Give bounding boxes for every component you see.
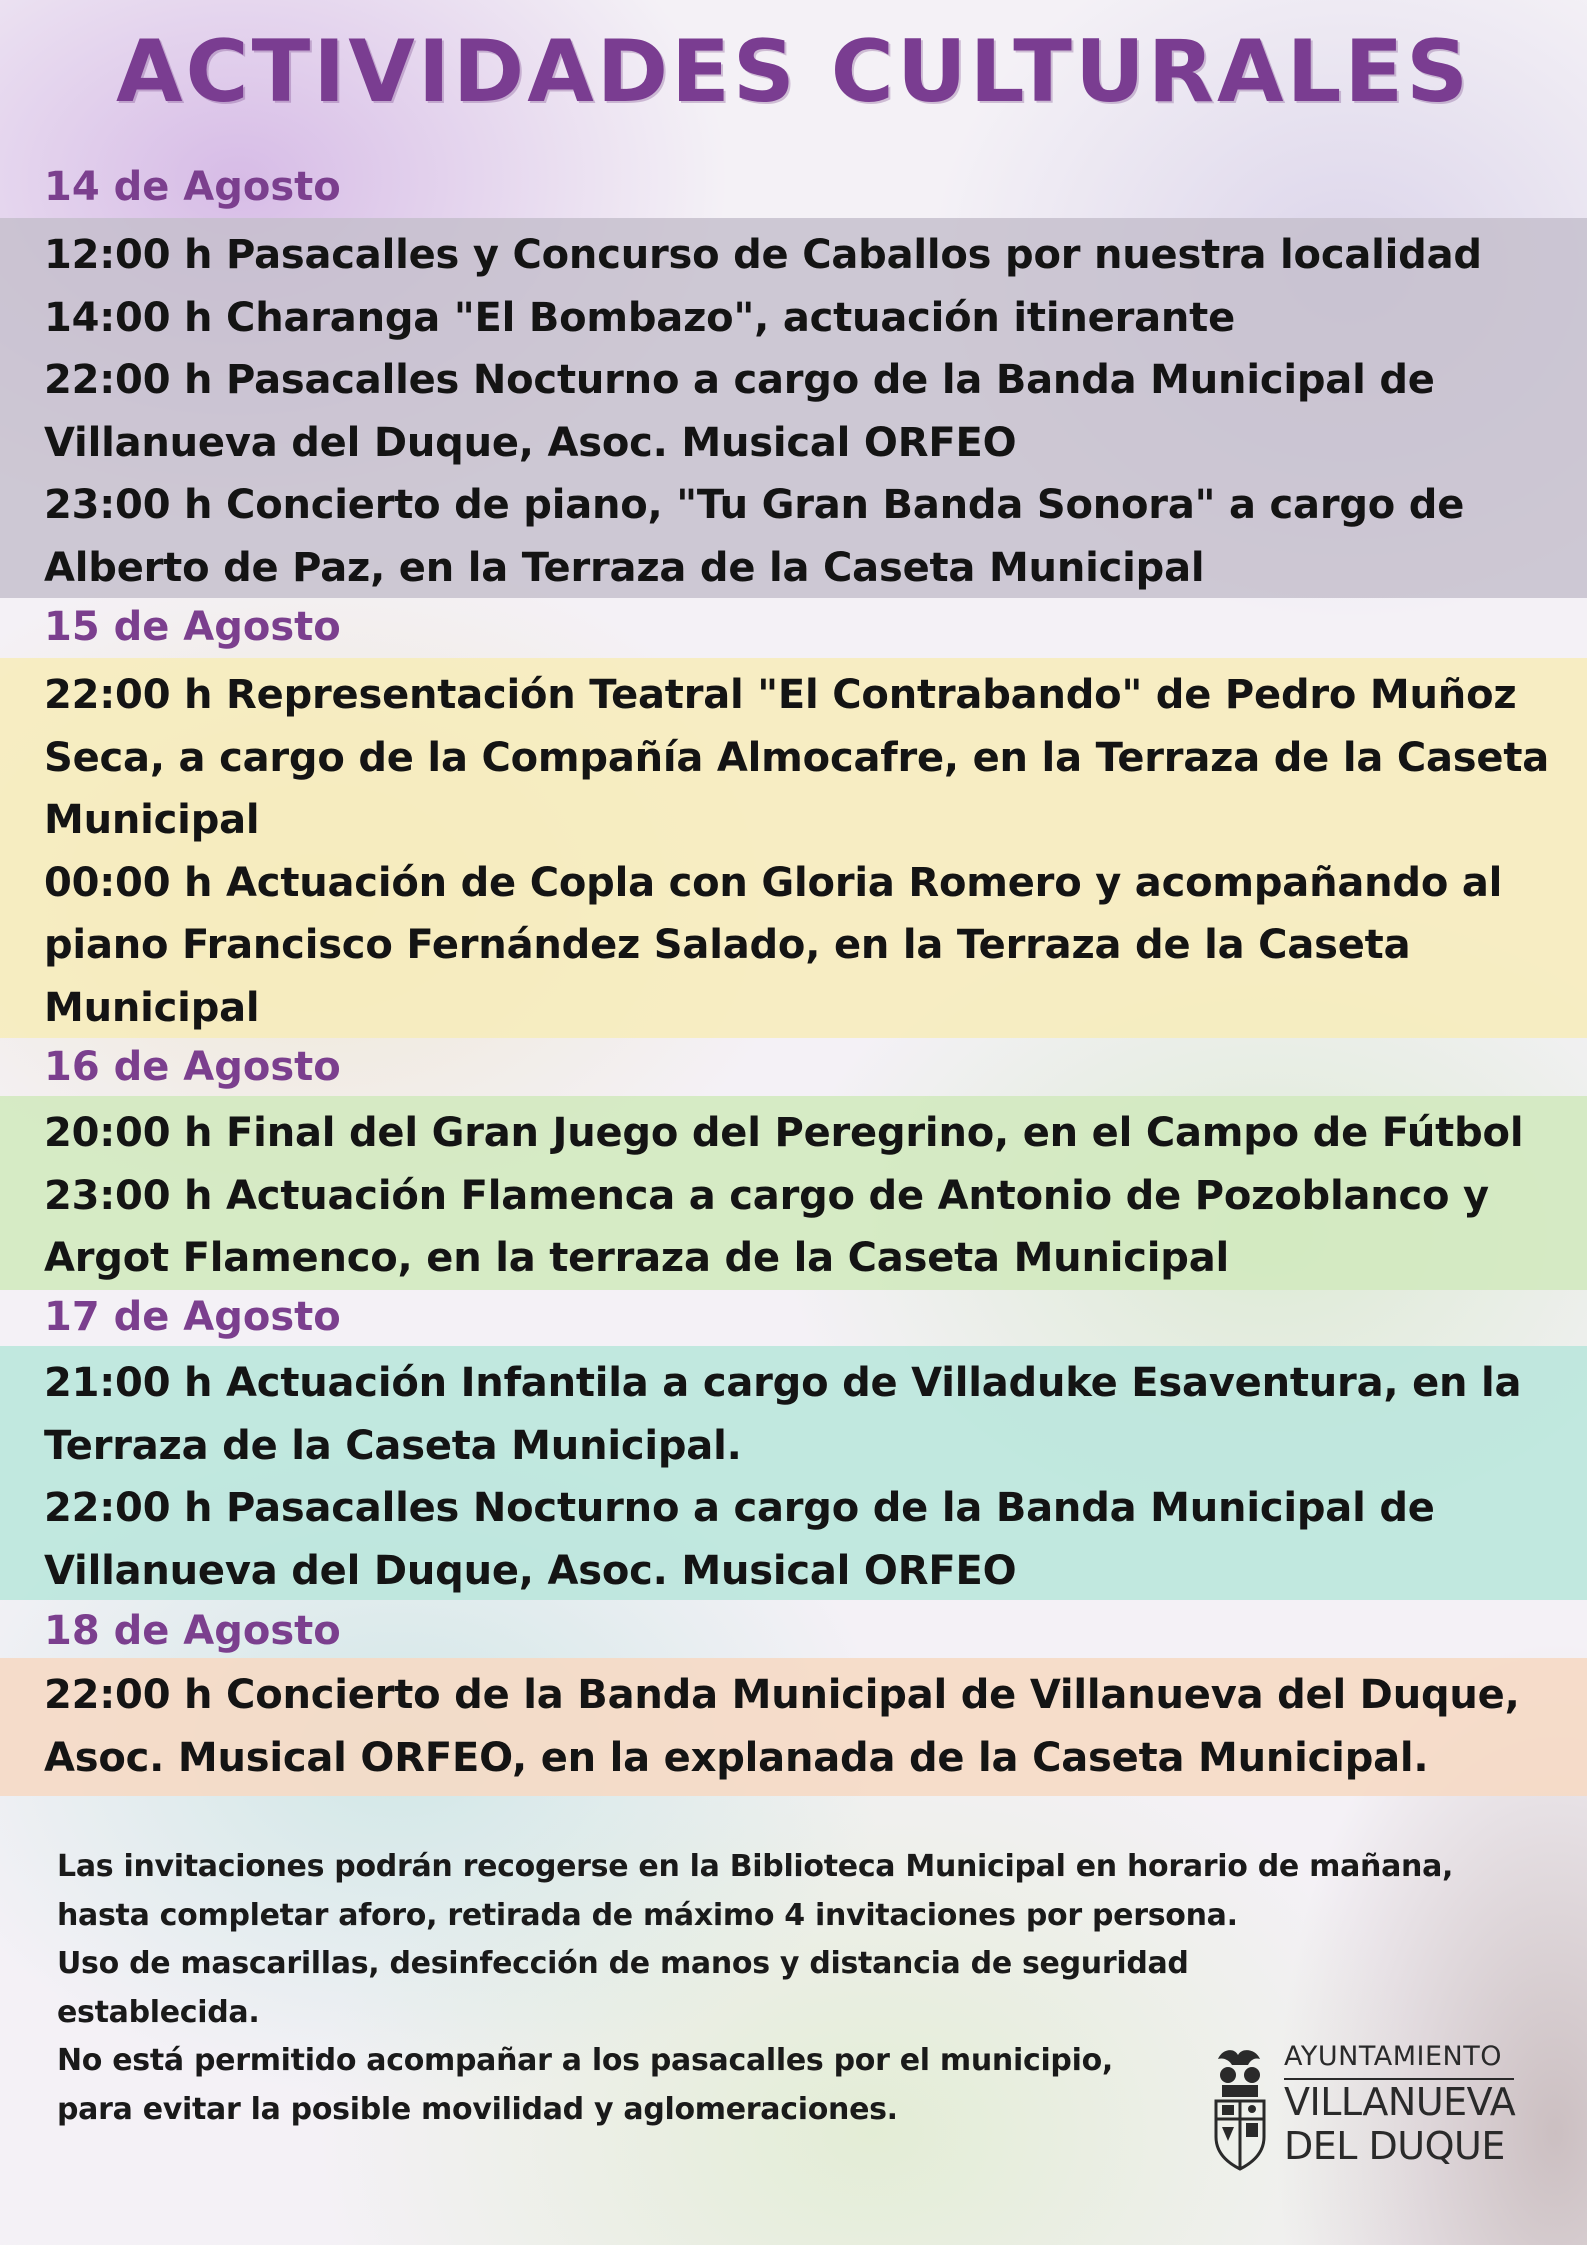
day-band [0, 1658, 1587, 1796]
page-title: ACTIVIDADES CULTURALES [115, 22, 1472, 122]
note-line: No está permitido acompañar a los pasacalles por el municipio, [57, 2043, 1113, 2078]
event-item: 20:00 h Final del Gran Juego del Peregrino, en el Campo de Fútbol [44, 1110, 1524, 1156]
day-label: 17 de Agosto [44, 1294, 341, 1340]
day-band [0, 1346, 1587, 1600]
note-line: establecida. [57, 1994, 260, 2030]
day-label: 18 de Agosto [44, 1608, 341, 1654]
event-item: 23:00 h Concierto de piano, "Tu Gran Banda Sonora" a cargo de Alberto de Paz, en la Terraza de la Caseta Municipal [44, 482, 1465, 591]
day-label: 15 de Agosto [44, 604, 341, 650]
day-label: 16 de Agosto [44, 1044, 341, 1090]
event-item: 12:00 h Pasacalles y Concurso de Caballos por nuestra localidad [44, 232, 1482, 278]
day-band [0, 658, 1587, 1038]
note-line: Las invitaciones podrán recogerse en la Biblioteca Municipal en horario de mañana, [57, 1849, 1454, 1884]
note-line: para evitar la posible movilidad y aglomeraciones. [57, 2091, 898, 2127]
logo-line-del-duque: DEL DUQUE [1284, 2124, 1505, 2168]
event-item: 22:00 h Concierto de la Banda Municipal de Villanueva del Duque, Asoc. Musical ORFEO, en la explanada de la Caseta Municipal. [44, 1672, 1520, 1781]
event-item: 21:00 h Actuación Infantila a cargo de Villaduke Esaventura, en la Terraza de la Caseta Municipal. [44, 1360, 1522, 1469]
day-label: 14 de Agosto [44, 164, 341, 210]
logo-line-villanueva: VILLANUEVA [1284, 2080, 1516, 2124]
day-band [0, 1096, 1587, 1290]
note-line: hasta completar aforo, retirada de máximo 4 invitaciones por persona. [57, 1897, 1238, 1933]
event-item: 22:00 h Pasacalles Nocturno a cargo de la Banda Municipal de Villanueva del Duque, Asoc. Musical ORFEO [44, 357, 1435, 466]
logo-line-ayuntamiento: AYUNTAMIENTO [1284, 2040, 1514, 2080]
coat-of-arms-icon [1208, 2045, 1272, 2175]
event-item: 22:00 h Pasacalles Nocturno a cargo de la Banda Municipal de Villanueva del Duque, Asoc. Musical ORFEO [44, 1485, 1435, 1594]
ayuntamiento-logo [1208, 2040, 1516, 2180]
logo-text [1284, 2040, 1514, 2168]
event-item: 23:00 h Actuación Flamenca a cargo de Antonio de Pozoblanco y Argot Flamenco, en la terraza de la Caseta Municipal [44, 1172, 1489, 1281]
event-item: 22:00 h Representación Teatral "El Contrabando" de Pedro Muñoz Seca, a cargo de la Compañía Almocafre, en la Terraza de la Caseta Municipal [44, 672, 1550, 843]
event-item: 14:00 h Charanga "El Bombazo", actuación itinerante [44, 294, 1236, 341]
note-line: Uso de mascarillas, desinfección de manos y distancia de seguridad [57, 1946, 1189, 1981]
day-band [0, 218, 1587, 598]
event-item: 00:00 h Actuación de Copla con Gloria Romero y acompañando al piano Francisco Fernández Salado, en la Terraza de la Caseta Municipal [44, 859, 1503, 1031]
